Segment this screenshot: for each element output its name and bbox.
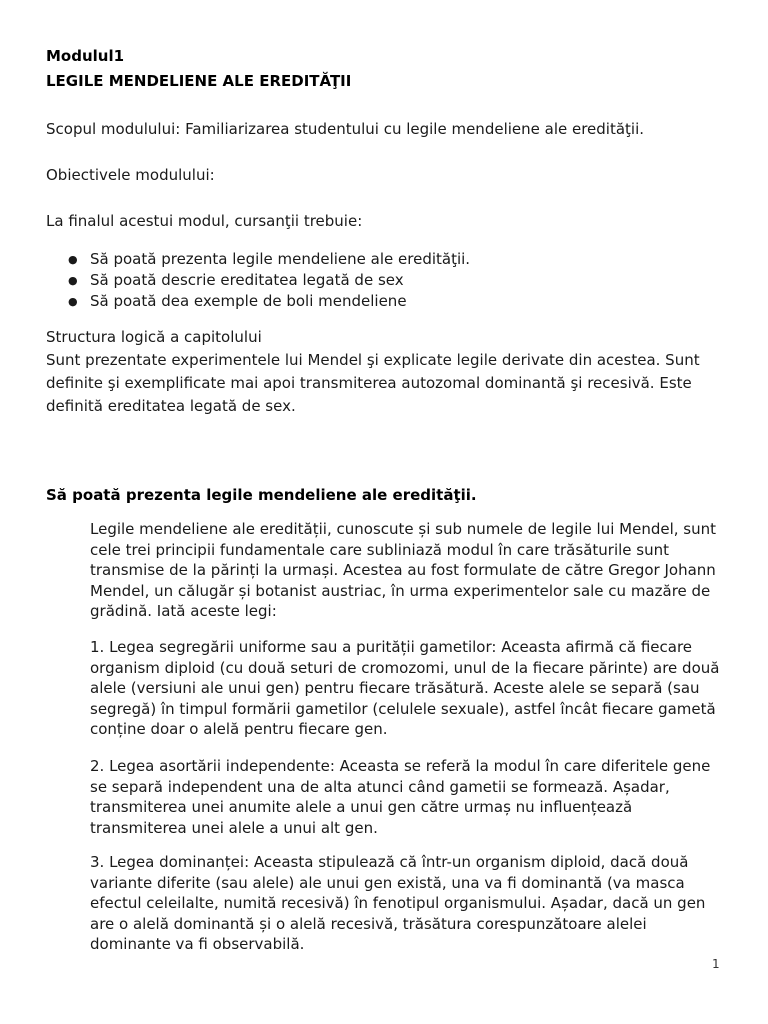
list-item: ● Să poată prezenta legile mendeliene ale eredităţii. bbox=[46, 249, 470, 270]
module-title: LEGILE MENDELIENE ALE EREDITĂŢII bbox=[46, 72, 352, 90]
page-number: 1 bbox=[712, 957, 720, 971]
module-scope: Scopul modulului: Familiarizarea studentului cu legile mendeliene ale eredităţii. bbox=[46, 120, 645, 138]
intro-paragraph: Legile mendeliene ale eredității, cunoscute și sub numele de legile lui Mendel, sunt cele trei principii fundamentale care subliniază modul în care trăsăturile sunt transmise de la părinți la urmași. Acestea au fost formulate de către Gregor Johann Mendel, un călugăr și botanist austriac, în urma experimentelor sale cu mazăre de grădină. Iată aceste legi: bbox=[90, 520, 716, 620]
module-label: Modulul1 bbox=[46, 47, 125, 65]
law-1-paragraph: 1. Legea segregării uniforme sau a purității gametilor: Aceasta afirmă că fiecare organism diploid (cu două seturi de cromozomi, unul de la fiecare părinte) are două alele (versiuni ale unui gen) pentru fiecare trăsătură. Aceste alele se separă (sau segregă) în timpul formării gametilor (celulele sexuale), astfel încât fiecare gametă conține doar o alelă pentru fiecare gen. bbox=[90, 638, 720, 738]
objectives-intro: La finalul acestui modul, cursanţii trebuie: bbox=[46, 212, 363, 230]
list-item: ● Să poată descrie ereditatea legată de sex bbox=[46, 270, 470, 291]
law-2-paragraph: 2. Legea asortării independente: Aceasta se referă la modul în care diferitele gene se separă independent una de alta atunci când gametii se formează. Așadar, transmiterea unei anumite alele a unui gen către urmaș nu influențează transmiterea unei alele a unui alt gen. bbox=[90, 757, 711, 837]
structure-text: Sunt prezentate experimentele lui Mendel şi explicate legile derivate din acestea. Sunt definite şi exemplificate mai apoi transmiterea autozomal dominantă şi recesivă. Este definită ereditatea legată de sex. bbox=[46, 351, 700, 415]
law-3-paragraph: 3. Legea dominanței: Aceasta stipulează că într-un organism diploid, dacă două variante diferite (sau alele) ale unui gen există, una va fi dominantă (va masca efectul celeilalte, numită recesivă) în fenotipul organismului. Așadar, dacă un gen are o alelă dominantă și o alelă recesivă, trăsătura corespunzătoare alelei dominante va fi observabilă. bbox=[90, 853, 706, 953]
section-heading: Să poată prezenta legile mendeliene ale eredităţii. bbox=[46, 486, 477, 504]
list-item: ● Să poată dea exemple de boli mendeliene bbox=[46, 291, 470, 312]
structure-heading: Structura logică a capitolului bbox=[46, 328, 262, 346]
objectives-list bbox=[46, 249, 470, 312]
objectives-heading: Obiectivele modulului: bbox=[46, 166, 215, 184]
